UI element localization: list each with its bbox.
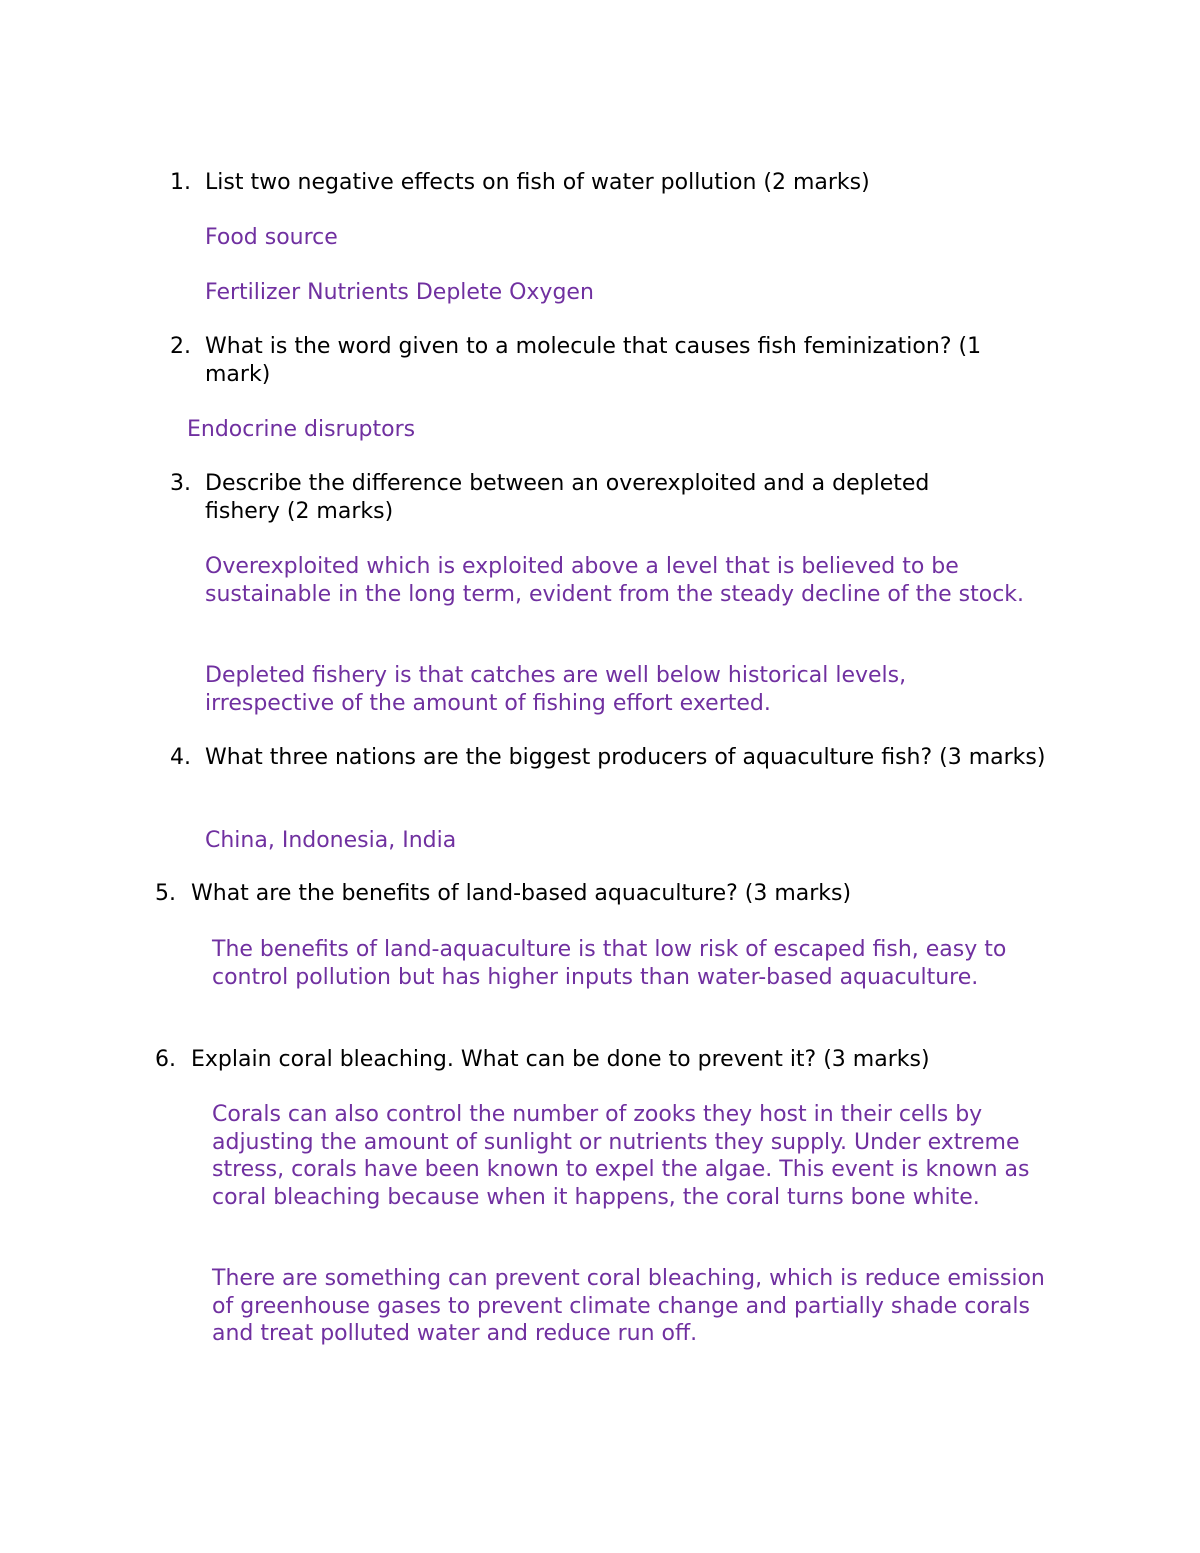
answer-6b: There are something can prevent coral bleaching, which is reduce emission of greenhouse gases to prevent climate change and partially shade corals and treat polluted water and reduce run off. bbox=[212, 1266, 1045, 1346]
answer-3a: Overexploited which is exploited above a level that is believed to be sustainable in the long term, evident from the steady decline of the stock. bbox=[205, 554, 1025, 607]
answer-6a: Corals can also control the number of zooks they host in their cells by adjusting the amount of sunlight or nutrients they supply. Under extreme stress, corals have been known to expel the algae. This event is known as coral bleaching because when it happens, the coral turns bone white. bbox=[212, 1102, 1030, 1210]
question-number: 4. bbox=[170, 745, 191, 770]
question-text: List two negative effects on fish of water pollution (2 marks) bbox=[205, 170, 870, 195]
question-number: 6. bbox=[155, 1047, 176, 1072]
question-text: What are the benefits of land-based aquaculture? (3 marks) bbox=[191, 881, 852, 906]
question-number: 1. bbox=[170, 170, 191, 195]
question-text: What is the word given to a molecule that causes fish feminization? (1 mark) bbox=[205, 334, 982, 387]
question-text: Describe the difference between an overexploited and a depleted fishery (2 marks) bbox=[205, 471, 930, 524]
answer-2: Endocrine disruptors bbox=[187, 417, 416, 442]
answer-3b: Depleted fishery is that catches are well below historical levels, irrespective of the amount of fishing effort exerted. bbox=[205, 663, 907, 716]
answer-1b: Fertilizer Nutrients Deplete Oxygen bbox=[205, 280, 594, 305]
question-number: 2. bbox=[170, 334, 191, 359]
question-text: What three nations are the biggest producers of aquaculture fish? (3 marks) bbox=[205, 745, 1046, 770]
answer-5: The benefits of land-aquaculture is that low risk of escaped fish, easy to control pollution but has higher inputs than water-based aquaculture. bbox=[212, 937, 1007, 990]
question-number: 3. bbox=[170, 471, 191, 496]
answer-4: China, Indonesia, India bbox=[205, 828, 457, 853]
question-text: Explain coral bleaching. What can be done to prevent it? (3 marks) bbox=[191, 1047, 930, 1072]
answer-1a: Food source bbox=[205, 225, 338, 250]
question-number: 5. bbox=[155, 881, 176, 906]
